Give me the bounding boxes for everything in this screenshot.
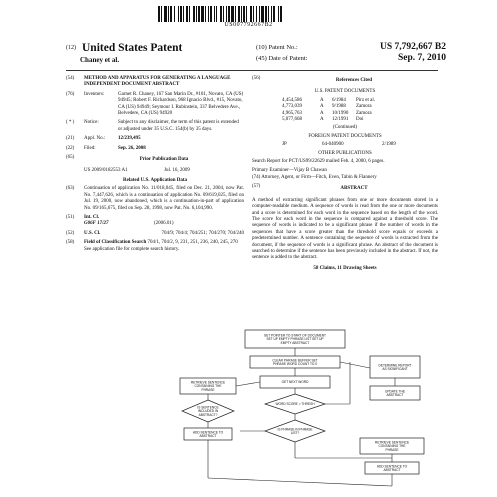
appl-field bbox=[66, 136, 244, 142]
related-heading: Related U.S. Application Data bbox=[122, 177, 188, 183]
flow-box-label: ADD SENTENCE TO ABSTRACT bbox=[192, 430, 224, 438]
appl-no: 12/239,495 bbox=[118, 136, 141, 142]
field-note: See application file for complete search history. bbox=[84, 246, 180, 252]
us-ref-num: 4,773,039 bbox=[282, 104, 302, 110]
left-column bbox=[66, 76, 244, 256]
flow-box-label: UPDATE THE ABSTRACT bbox=[385, 389, 405, 397]
flow-box-label: RETRIEVE SENTENCE CONTAINING THE PHRASE bbox=[190, 380, 226, 392]
abstract-text: A method of extracting significant phrases from one or more documents stored in a computer-readable medium. A sequence of words is read from the one or more documents and a score is determined for each word in the sequence based on the length of the word. The score for each word in the sequence is compared against a threshold score. The sequence of words is indicated to be a significant phrase if the number of words in the sequences that have a score greater than the threshold score equals or exceeds a predetermined number. A sentence containing the sequence of words is extracted from the document, if the sequence of words is a significant phrase. An abstract of the document is searched to determine if the sentence has been previously included in the abstract. If not, the sentence is added to the abstract. bbox=[252, 197, 438, 261]
patent-no-label: Patent No.: bbox=[268, 44, 298, 51]
flow-box-label: IS PHRASE IN PHRASE LIST? bbox=[277, 427, 313, 435]
flow-connector bbox=[208, 478, 392, 486]
country: United States Patent bbox=[82, 42, 183, 54]
prior-pub-heading: Prior Publication Data bbox=[139, 157, 189, 163]
us-ref-num: 4,965,763 bbox=[282, 110, 302, 116]
flow-box-label: IS SENTENCE INCLUDED IN ABSTRACT? bbox=[197, 405, 219, 417]
us-ref-kind: A bbox=[320, 110, 324, 116]
header-divider bbox=[66, 70, 438, 71]
flow-box-label: WORD SCORE > THRESH bbox=[275, 402, 315, 407]
flow-box-label: SET POINTER TO START OF DOCUMENT SET UP EMPTY PHRASE LIST SET UP EMPTY ABSTRACT bbox=[264, 333, 326, 345]
primary-examiner: Primary Examiner—Vijay B Chawan bbox=[252, 168, 327, 174]
field-code: ( * ) bbox=[66, 120, 75, 126]
us-ref-name: Doi bbox=[356, 117, 364, 123]
us-ref-kind: A bbox=[320, 97, 324, 103]
related-field bbox=[66, 186, 244, 212]
field-code: (65) bbox=[66, 155, 75, 161]
flow-box-label: ADD SENTENCE TO ABSTRACT bbox=[376, 464, 408, 472]
field-label: Notice: bbox=[84, 120, 99, 126]
right-column bbox=[252, 76, 438, 272]
inventors: Garnet R. Chaney, 167 San Marin Dr., #101, Novato, CA (US) 94945; Robert F. Richardson, 968 Ignacio Blvd., #15, Novato, CA (US) 94949; Seymour I. Rubinstein, 337 Belvedere Ave., Belvedere, CA (US) 94920 bbox=[118, 91, 244, 117]
field-label: Inventors: bbox=[84, 91, 105, 97]
us-ref-date: 10/1990 bbox=[332, 110, 349, 116]
us-ref-num: 5,077,668 bbox=[282, 117, 302, 123]
intcl-class: G06F 17/27 bbox=[84, 221, 109, 227]
barcode-number: US007792667B2 bbox=[224, 22, 273, 28]
field-code: (58) bbox=[66, 240, 75, 246]
notice: Subject to any disclaimer, the term of this patent is extended or adjusted under 35 U.S.C. 154(b) by 35 days. bbox=[118, 120, 239, 132]
flow-connector bbox=[236, 382, 260, 386]
field-code: (52) bbox=[66, 230, 75, 236]
flow-box-label: CLEAR PHRASE BUFFER SET PHRASE WORD COUNT TO 0 bbox=[272, 358, 318, 366]
field-code: (21) bbox=[66, 136, 75, 142]
field-code: (51) bbox=[66, 214, 75, 220]
patent-date-row bbox=[256, 53, 446, 64]
prior-pub-row bbox=[66, 168, 244, 174]
prior-pub-date: Jul. 16, 2009 bbox=[164, 168, 190, 174]
field-label: Appl. No.: bbox=[84, 136, 106, 142]
field-code: (56) bbox=[252, 76, 261, 81]
us-ref-date: 6/1984 bbox=[332, 97, 346, 103]
date-code: (45) bbox=[256, 55, 267, 62]
flow-box-label: GET NEXT WORD bbox=[281, 380, 309, 385]
us-refs-list bbox=[252, 98, 438, 124]
country-code: (12) bbox=[66, 45, 76, 51]
flow-box-label: RETRIEVE SENTENCE CONTAINING THE PHRASE bbox=[374, 440, 410, 452]
us-ref-date: 12/1991 bbox=[332, 117, 349, 123]
other-pubs-heading: OTHER PUBLICATIONS bbox=[318, 150, 372, 156]
patent-country-heading bbox=[66, 42, 182, 54]
field-value: 704/1, 704/2, 9, 231, 251, 236, 240, 245, 270 bbox=[147, 240, 238, 246]
us-ref-name: Zamora bbox=[356, 104, 372, 110]
patent-meta bbox=[256, 42, 446, 64]
us-ref-row bbox=[282, 117, 438, 123]
foreign-ref-country: JP bbox=[282, 142, 287, 148]
uscl-field bbox=[66, 231, 244, 237]
flow-box-label: DETERMINE REPORT AS SIGNIFICANT bbox=[378, 363, 412, 371]
us-ref-kind: A bbox=[320, 104, 324, 110]
us-ref-date: 9/1988 bbox=[332, 104, 346, 110]
abstract-heading: ABSTRACT bbox=[340, 186, 368, 192]
foreign-ref-date: 2/1989 bbox=[382, 142, 396, 148]
patent-date: Sep. 7, 2010 bbox=[397, 53, 446, 63]
patent-no-code: (10) bbox=[256, 44, 267, 51]
date-label: Date of Patent: bbox=[268, 55, 308, 62]
us-ref-name: Zamora bbox=[356, 110, 372, 116]
intcl-field bbox=[66, 215, 244, 228]
foreign-docs-heading: FOREIGN PATENT DOCUMENTS bbox=[308, 133, 382, 139]
field-label: Field of Classification Search bbox=[84, 240, 147, 246]
prior-pub-field bbox=[66, 155, 244, 165]
foreign-ref-row bbox=[282, 142, 438, 148]
other-pub: Search Report for PCT/US99/22629 mailed Feb. 4, 2000, 6 pages. bbox=[252, 159, 385, 165]
field-code: (54) bbox=[66, 76, 75, 81]
field-label: U.S. Cl. bbox=[84, 230, 101, 236]
us-docs-heading: U.S. PATENT DOCUMENTS bbox=[314, 89, 376, 95]
foreign-refs-list bbox=[252, 142, 438, 148]
field-code: (22) bbox=[66, 145, 75, 151]
intcl-label: Int. Cl. bbox=[84, 214, 100, 220]
inventors-field bbox=[66, 92, 244, 118]
patent-number-row bbox=[256, 42, 446, 53]
field-label: Filed: bbox=[84, 145, 96, 151]
field-of-search bbox=[66, 240, 244, 253]
continued: (Continued) bbox=[332, 125, 358, 131]
field-code: (57) bbox=[252, 184, 261, 190]
us-ref-num: 4,454,586 bbox=[282, 97, 302, 103]
foreign-ref-num: 64-040900 bbox=[322, 142, 344, 148]
notice-field bbox=[66, 120, 244, 133]
field-code: (63) bbox=[66, 186, 75, 192]
title-field bbox=[66, 76, 244, 89]
refs-heading: References Cited bbox=[335, 78, 373, 83]
refs-heading-row bbox=[252, 76, 438, 86]
flow-connector bbox=[340, 362, 370, 368]
field-code: (76) bbox=[66, 91, 75, 97]
intcl-year: (2006.01) bbox=[154, 221, 174, 227]
abstract-heading-row bbox=[252, 184, 438, 194]
us-ref-kind: A bbox=[320, 117, 324, 123]
prior-pub-number: US 2009/0182553 A1 bbox=[84, 168, 128, 174]
uscl-value: 704/9; 704/4; 704/251; 704/270; 704/240 bbox=[161, 230, 244, 236]
barcode bbox=[158, 6, 342, 22]
patent-number: US 7,792,667 B2 bbox=[380, 42, 446, 52]
patent-title: METHOD AND APPARATUS FOR GENERATING A LANGUAGE INDEPENDENT DOCUMENT ABSTRACT bbox=[84, 76, 231, 88]
filed-date: Sep. 26, 2008 bbox=[118, 145, 146, 151]
filed-field bbox=[66, 146, 244, 152]
attorney: (74) Attorney, Agent, or Firm—Fitch, Even, Tabin & Flannery bbox=[252, 174, 377, 180]
related-apps: Continuation of application No. 11/018,045, filed on Dec. 21, 2004, now Pat. No. 7,447,626, which is a continuation of application No. 09/619,025, filed on Jul. 19, 2000, now abandoned, which is a continuation-in-part of application No. 09/165,675, filed on Sep. 28, 1998, now Pat. No. 6,104,990. bbox=[84, 186, 244, 211]
flowchart-figure bbox=[150, 328, 440, 493]
us-ref-name: Pirz et al. bbox=[356, 97, 376, 103]
claims-count: 58 Claims, 11 Drawing Sheets bbox=[313, 265, 377, 271]
inventors-short: Chaney et al. bbox=[80, 56, 120, 64]
